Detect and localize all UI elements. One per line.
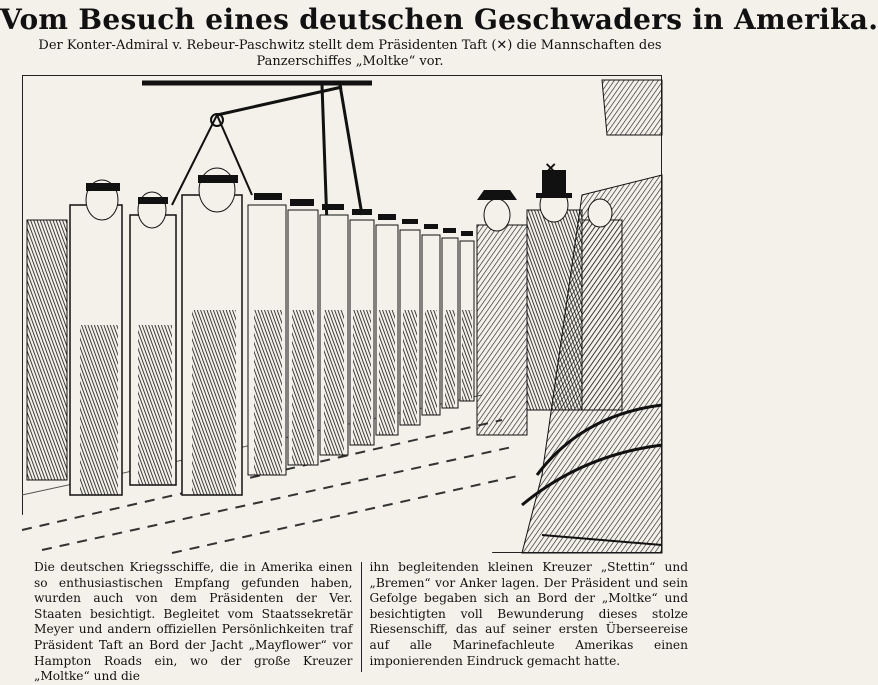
article-body (26, 560, 696, 684)
taft-marker: × (544, 158, 558, 177)
article-column-1 (26, 560, 361, 684)
column-text: Die deutschen Kriegsschiffe, die in Amerika einen so enthusiastischen Empfang gefunden haben, wurden auch von dem Präsidenten der Ver. Staaten besichtigt. Begleitet vom Staatssekretär Meyer und andern offiziellen Persönlichkeiten traf Präsident Taft an Bord der Jacht „Mayflower“ vor Hampton Roads ein, wo der große Kreuzer „Moltke“ und die (34, 560, 353, 684)
officers-group (477, 170, 622, 435)
article-column-2 (362, 560, 697, 675)
subheadline: Der Konter-Admiral v. Rebeur-Paschwitz stellt dem Präsidenten Taft (✕) die Mannschaften des Panzerschiffes „Moltke“ vor. (38, 38, 662, 69)
column-text: ihn begleitenden kleinen Kreuzer „Stettin“ und „Bremen“ vor Anker lagen. Der Präsident und sein Gefolge begaben sich an Bord der „Moltke“ und besichtigten voll Bewunderung dieses stolze Riesenschiff, das auf seiner ersten Überseereise auf alle Marinefachleute Amerikas einen imponierenden Eindruck gemacht hatte. (369, 560, 688, 668)
headline: Vom Besuch eines deutschen Geschwaders in Amerika. (0, 3, 878, 36)
illustration-drawing (22, 75, 662, 553)
illustration (22, 75, 662, 553)
